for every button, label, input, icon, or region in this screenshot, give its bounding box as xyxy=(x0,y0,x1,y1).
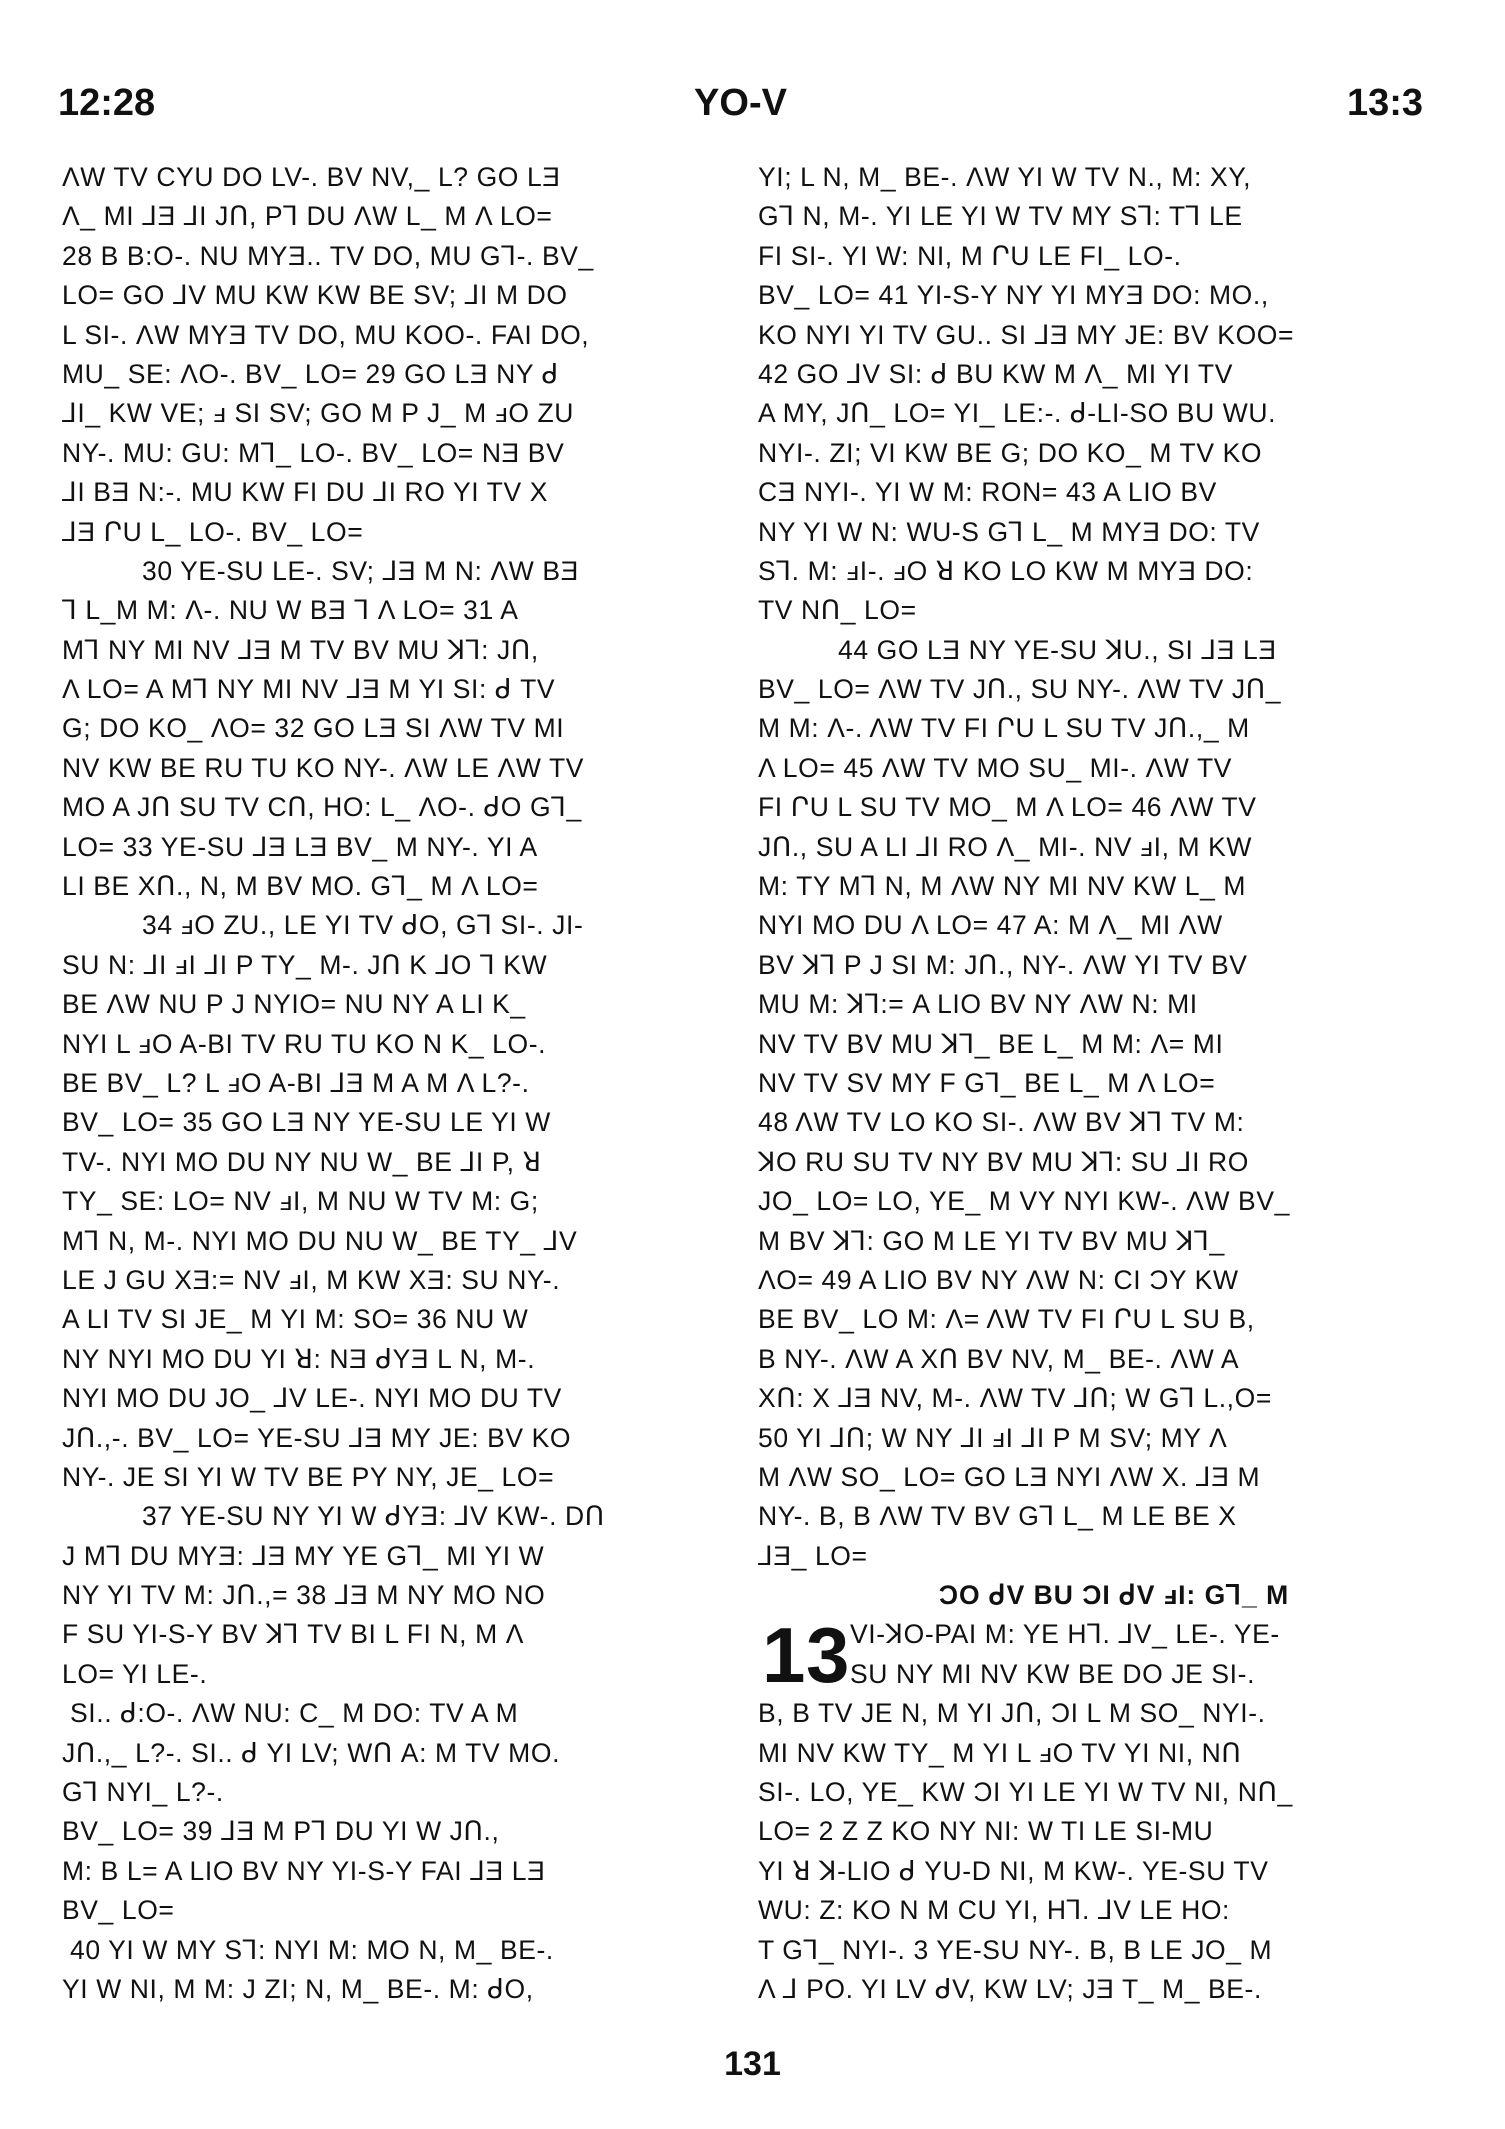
text-line: WU: Z: KO N M CU YI, H⅂. ⅃V LE HO: xyxy=(758,1895,1231,1926)
text-line: G⅂ NYI_ L?-. xyxy=(62,1777,224,1808)
text-line: NV TV SV MY F G⅂_ BE L_ M Λ LO= xyxy=(758,1067,1216,1098)
header-right-reference: 13:3 xyxy=(1346,82,1423,124)
text-line: M⅂ N, M-. NYI MO DU NU W_ BE TY_ ⅃V xyxy=(62,1225,578,1256)
text-line: ⅂ L_M M: Λ-. NU W BƎ ⅂ Λ LO= 31 A xyxy=(62,595,519,626)
running-header xyxy=(58,82,1423,132)
text-line: T G⅂_ NYI-. 3 YE-SU NY-. B, B LE JO_ M xyxy=(758,1934,1273,1965)
text-line: TV NՈ_ LO= xyxy=(758,595,917,626)
text-line: ⅃I BƎ N:-. MU KW FI DU ⅃I RO YI TV X xyxy=(62,477,548,508)
text-line: ΛW TV CYU DO LV-. BV NV,_ L? GO LƎ xyxy=(62,162,561,192)
chapter-number: 13 xyxy=(762,1611,850,1700)
text-line: B, B TV JE N, M YI JՈ, ƆI L M SO_ NYI-. xyxy=(758,1698,1266,1729)
header-left-reference: 12:28 xyxy=(58,82,156,124)
text-line: NY-. JE SI YI W TV BE PY NY, JE_ LO= xyxy=(62,1461,555,1492)
text-line: ⅃I_ KW VE; ⅎ SI SV; GO M P J_ M ⅎO ZU xyxy=(62,398,575,429)
text-line: BV ꓘ⅂ P J SI M: JՈ., NY-. ΛW YI TV BV xyxy=(758,949,1248,980)
text-line: TV-. NYI MO DU NY NU W_ BE ⅃I P, ꓤ xyxy=(62,1146,542,1177)
text-line: BV_ LO= 41 YI-S-Y NY YI MYƎ DO: MO., xyxy=(758,280,1269,311)
header-book-title: YO-V xyxy=(694,82,787,124)
page-number: 131 xyxy=(724,2045,781,2083)
text-line: LO= GO ⅃V MU KW KW BE SV; ⅃I M DO xyxy=(62,280,568,311)
text-line: ΛO= 49 A LIO BV NY ΛW N: CI ƆY KW xyxy=(758,1264,1239,1295)
text-line: 44 GO LƎ NY YE-SU ꓘU., SI ⅃Ǝ LƎ xyxy=(838,634,1277,665)
text-line: BV_ LO= 39 ⅃Ǝ M P⅂ DU YI W JՈ., xyxy=(62,1816,500,1847)
text-line: BV_ LO= ΛW TV JՈ., SU NY-. ΛW TV JՈ_ xyxy=(758,674,1282,705)
text-line: FI ՐU L SU TV MO_ M Λ LO= 46 ΛW TV xyxy=(758,792,1257,823)
text-line: M: TY M⅂ N, M ΛW NY MI NV KW L_ M xyxy=(758,871,1247,902)
text-line: 42 GO ⅃V SI: ᑯ BU KW M Λ_ MI YI TV xyxy=(758,358,1233,389)
text-line: M ΛW SO_ LO= GO LƎ NYI ΛW X. ⅃Ǝ M xyxy=(758,1461,1261,1492)
text-line: S⅂. M: ⅎI-. ⅎO ꓤ KO LO KW M MYƎ DO: xyxy=(758,555,1254,586)
text-line: BE BV_ LO M: Λ= ΛW TV FI ՐU L SU B, xyxy=(758,1304,1255,1335)
text-line: BV_ LO= 35 GO LƎ NY YE-SU LE YI W xyxy=(62,1107,551,1138)
text-line: G⅂ N, M-. YI LE YI W TV MY S⅂: T⅂ LE xyxy=(758,201,1243,232)
text-line: NY NYI MO DU YI ꓤ: NƎ ᑯYƎ L N, M-. xyxy=(62,1343,536,1374)
chapter-heading: ƆO ᑯV BU ƆI ᑯV ⅎI: G⅂_ M xyxy=(938,1580,1290,1611)
text-line: MU M: ꓘ⅂:= A LIO BV NY ΛW N: MI xyxy=(758,989,1198,1020)
right-text-column xyxy=(758,158,1430,2009)
text-line: BE BV_ L? L ⅎO A-BI ⅃Ǝ M A M Λ L?-. xyxy=(62,1067,530,1098)
text-line: 40 YI W MY S⅂: NYI M: MO N, M_ BE-. xyxy=(70,1934,554,1965)
text-line: NYI L ⅎO A-BI TV RU TU KO N K_ LO-. xyxy=(62,1028,547,1059)
text-line: VI-ꓘO-PAI M: YE H⅂. ⅃V_ LE-. YE- xyxy=(850,1619,1280,1650)
text-line: LO= 33 YE-SU ⅃Ǝ LƎ BV_ M NY-. YI A xyxy=(62,831,538,862)
text-line: JՈ., SU A LI ⅃I RO Λ_ MI-. NV ⅎI, M KW xyxy=(758,831,1253,862)
text-line: 28 B B:O-. NU MYƎ.. TV DO, MU G⅂-. BV_ xyxy=(62,240,594,271)
text-line: NYI MO DU JO_ ⅃V LE-. NYI MO DU TV xyxy=(62,1383,562,1414)
text-line: Λ ⅃ PO. YI LV ᑯV, KW LV; JƎ T_ M_ BE-. xyxy=(758,1973,1262,2004)
text-line: J M⅂ DU MYƎ: ⅃Ǝ MY YE G⅂_ MI YI W xyxy=(62,1540,545,1571)
left-text-column xyxy=(62,158,734,2009)
text-line: NV KW BE RU TU KO NY-. ΛW LE ΛW TV xyxy=(62,752,585,783)
text-line: NYI MO DU Λ LO= 47 A: M Λ_ MI ΛW xyxy=(758,910,1223,941)
chapter-13-block xyxy=(758,1611,1430,2009)
text-line: M BV ꓘ⅂: GO M LE YI TV BV MU ꓘ⅂_ xyxy=(758,1225,1225,1256)
text-line: JՈ.,-. BV_ LO= YE-SU ⅃Ǝ MY JE: BV KO xyxy=(62,1422,572,1453)
text-line: LO= YI LE-. xyxy=(62,1658,208,1689)
text-line: XՈ: X ⅃Ǝ NV, M-. ΛW TV ⅃Ո; W G⅂ L.,O= xyxy=(758,1383,1272,1414)
text-line: LI BE XՈ., N, M BV MO. G⅂_ M Λ LO= xyxy=(62,871,539,902)
text-line: ⅃Ǝ ՐU L_ LO-. BV_ LO= xyxy=(62,516,364,547)
text-line: BV_ LO= xyxy=(62,1895,175,1926)
text-line: JO_ LO= LO, YE_ M VY NYI KW-. ΛW BV_ xyxy=(758,1186,1290,1217)
text-line: YI ꓤ ꓘ-LIO ᑯ YU-D NI, M KW-. YE-SU TV xyxy=(758,1855,1269,1886)
text-line: B NY-. ΛW A XՈ BV NV, M_ BE-. ΛW A xyxy=(758,1343,1240,1374)
text-line: SI-. LO, YE_ KW ƆI YI LE YI W TV NI, NՈ_ xyxy=(758,1777,1293,1808)
text-line: A MY, JՈ_ LO= YI_ LE:-. ᑯ-LI-SO BU WU. xyxy=(758,398,1277,429)
text-line: L SI-. ΛW MYƎ TV DO, MU KOO-. FAI DO, xyxy=(62,319,590,350)
text-line: YI; L N, M_ BE-. ΛW YI W TV N., M: XY, xyxy=(758,162,1252,192)
text-line: 30 YE-SU LE-. SV; ⅃Ǝ M N: ΛW BƎ xyxy=(142,555,579,586)
right-column-verses xyxy=(758,158,1430,1576)
text-line: NY-. B, B ΛW TV BV G⅂ L_ M LE BE X xyxy=(758,1501,1237,1532)
text-line: LE J GU XƎ:= NV ⅎI, M KW XƎ: SU NY-. xyxy=(62,1264,561,1295)
text-line: ⅃Ǝ_ LO= xyxy=(758,1540,868,1571)
text-line: JՈ.,_ L?-. SI.. ᑯ YI LV; WՈ A: M TV MO. xyxy=(62,1737,561,1768)
text-line: A LI TV SI JE_ M YI M: SO= 36 NU W xyxy=(62,1304,529,1335)
text-line: Λ_ MI ⅃Ǝ ⅃I JՈ, P⅂ DU ΛW L_ M Λ LO= xyxy=(62,201,553,232)
text-line: 34 ⅎO ZU., LE YI TV ᑯO, G⅂ SI-. JI- xyxy=(142,910,584,941)
text-line: SU N: ⅃I ⅎI ⅃I P TY_ M-. JՈ K ⅃O ⅂ KW xyxy=(62,949,548,980)
text-line: NY YI TV M: JՈ.,= 38 ⅃Ǝ M NY MO NO xyxy=(62,1580,546,1611)
text-line: CƎ NYI-. YI W M: RON= 43 A LIO BV xyxy=(758,477,1217,508)
text-line: MO A JՈ SU TV CՈ, HO: L_ ΛO-. ᑯO G⅂_ xyxy=(62,792,582,823)
text-line: G; DO KO_ ΛO= 32 GO LƎ SI ΛW TV MI xyxy=(62,713,565,744)
text-line: KO NYI YI TV GU.. SI ⅃Ǝ MY JE: BV KOO= xyxy=(758,319,1295,350)
text-line: 37 YE-SU NY YI W ᑯYƎ: ⅃V KW-. DՈ xyxy=(142,1501,605,1532)
text-line: 48 ΛW TV LO KO SI-. ΛW BV ꓘ⅂ TV M: xyxy=(758,1107,1245,1138)
text-line: TY_ SE: LO= NV ⅎI, M NU W TV M: G; xyxy=(62,1186,539,1217)
text-line: M M: Λ-. ΛW TV FI ՐU L SU TV JՈ.,_ M xyxy=(758,713,1250,744)
text-line: Λ LO= 45 ΛW TV MO SU_ MI-. ΛW TV xyxy=(758,752,1233,783)
text-line: Λ LO= A M⅂ NY MI NV ⅃Ǝ M YI SI: ᑯ TV xyxy=(62,674,556,705)
text-line: NY YI W N: WU-S G⅂ L_ M MYƎ DO: TV xyxy=(758,516,1260,547)
text-line: NYI-. ZI; VI KW BE G; DO KO_ M TV KO xyxy=(758,437,1263,468)
text-line: MI NV KW TY_ M YI L ⅎO TV YI NI, NՈ xyxy=(758,1737,1242,1768)
text-line: SI.. ᑯ:O-. ΛW NU: C_ M DO: TV A M xyxy=(70,1698,519,1729)
text-line: FI SI-. YI W: NI, M ՐU LE FI_ LO-. xyxy=(758,240,1182,271)
text-line: ꓘO RU SU TV NY BV MU ꓘ⅂: SU ⅃I RO xyxy=(758,1146,1249,1177)
chapter-text-lines xyxy=(758,1694,1430,2009)
text-line: F SU YI-S-Y BV ꓘ⅂ TV BI L FI N, M Λ xyxy=(62,1619,525,1650)
text-line: BE ΛW NU P J NYIO= NU NY A LI K_ xyxy=(62,989,526,1020)
text-line: SU NY MI NV KW BE DO JE SI-. xyxy=(850,1658,1256,1689)
text-line: MU_ SE: ΛO-. BV_ LO= 29 GO LƎ NY ᑯ xyxy=(62,358,559,389)
text-line: 50 YI ⅃Ո; W NY ⅃I ⅎI ⅃I P M SV; MY Λ xyxy=(758,1422,1228,1453)
text-line: LO= 2 Z Z KO NY NI: W TI LE SI-MU xyxy=(758,1816,1214,1847)
text-line: NV TV BV MU ꓘ⅂_ BE L_ M M: Λ= MI xyxy=(758,1028,1224,1059)
text-line: M⅂ NY MI NV ⅃Ǝ M TV BV MU ꓘ⅂: JՈ, xyxy=(62,634,539,665)
text-line: NY-. MU: GU: M⅂_ LO-. BV_ LO= NƎ BV xyxy=(62,437,565,468)
text-line: M: B L= A LIO BV NY YI-S-Y FAI ⅃Ǝ LƎ xyxy=(62,1855,546,1886)
text-line: YI W NI, M M: J ZI; N, M_ BE-. M: ᑯO, xyxy=(62,1973,534,2004)
chapter-dropcap-lines xyxy=(758,1611,1430,1700)
